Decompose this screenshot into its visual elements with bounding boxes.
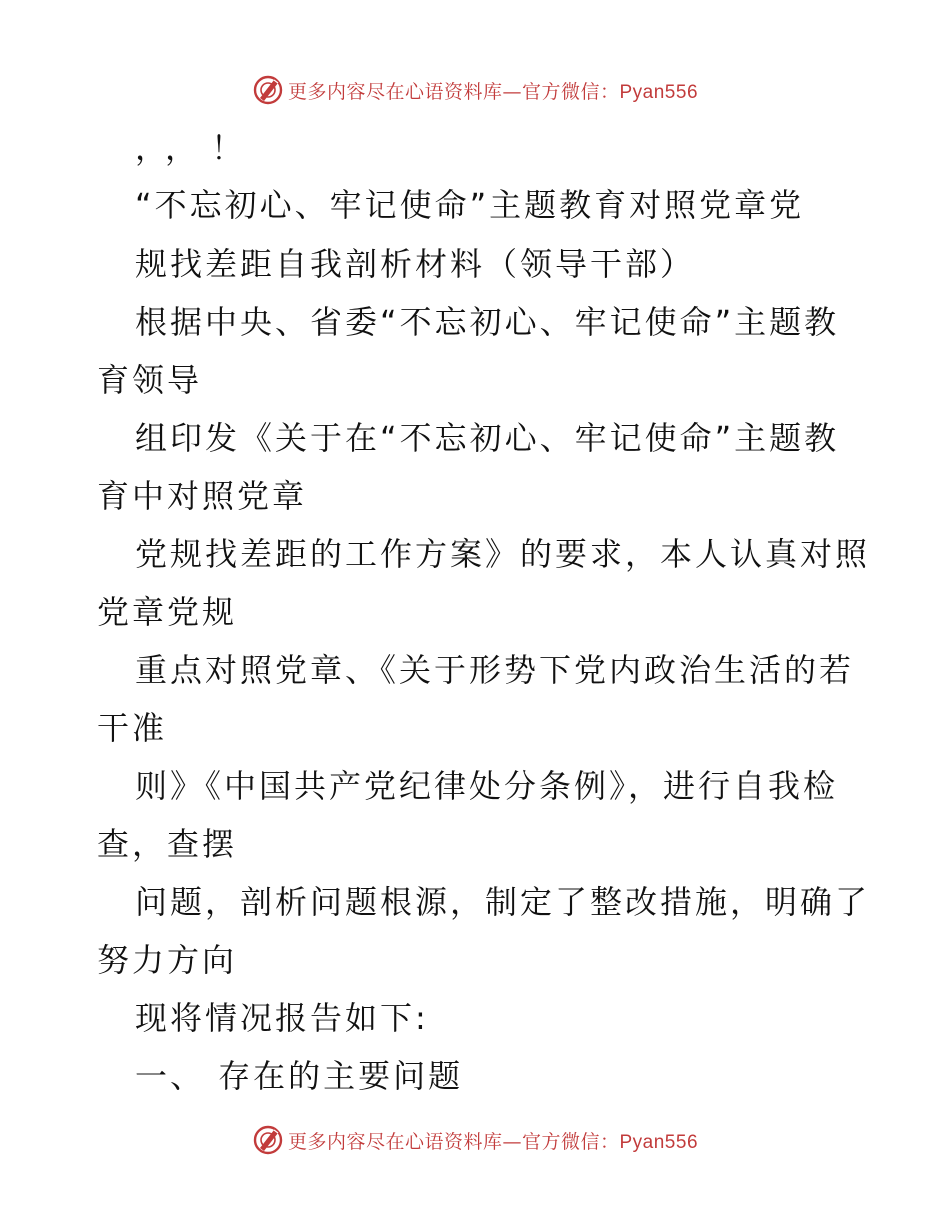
pen-logo-icon (252, 1124, 284, 1156)
banner-wechat-id: Pyan556 (619, 81, 699, 103)
doc-title-line-1: “不忘初心、牢记使命”主题教育对照党章党 (135, 186, 805, 224)
doc-line: 育领导 (97, 361, 203, 399)
doc-line: 问题，剖析问题根源，制定了整改措施，明确了 (135, 883, 871, 921)
doc-line: 重点对照党章、《关于形势下党内政治生活的若 (135, 651, 855, 689)
banner-wechat-label: 官方微信： (521, 80, 620, 103)
doc-title-line-2: 规找差距自我剖析材料（领导干部） (135, 245, 696, 283)
doc-line: 干准 (97, 709, 168, 747)
banner-site-name: 更多内容尽在心语资料库 (287, 1130, 503, 1153)
doc-line: ，，！ (135, 129, 258, 167)
doc-line: 根据中央、省委“不忘初心、牢记使命”主题教 (135, 303, 840, 341)
banner-separator: — (502, 1130, 522, 1153)
banner-wechat-id: Pyan556 (619, 1131, 699, 1153)
doc-line: 查，查摆 (97, 825, 238, 863)
doc-line: 党规找差距的工作方案》的要求，本人认真对照 (135, 535, 871, 573)
banner-text (288, 1127, 698, 1154)
doc-line: 现将情况报告如下: (135, 999, 429, 1037)
header-banner (0, 70, 950, 110)
doc-line: 组印发《关于在“不忘初心、牢记使命”主题教 (135, 419, 840, 457)
section-heading: 一、 存在的主要问题 (135, 1057, 464, 1095)
banner-separator: — (502, 80, 522, 103)
doc-line: 育中对照党章 (97, 477, 308, 515)
doc-line: 则》《中国共产党纪律处分条例》，进行自我检 (135, 767, 839, 805)
banner-wechat-label: 官方微信： (521, 1130, 620, 1153)
doc-line: 努力方向 (97, 941, 238, 979)
footer-banner (0, 1120, 950, 1160)
banner-site-name: 更多内容尽在心语资料库 (287, 80, 503, 103)
banner-text (288, 77, 698, 104)
pen-logo-icon (252, 74, 284, 106)
doc-line: 党章党规 (97, 593, 238, 631)
